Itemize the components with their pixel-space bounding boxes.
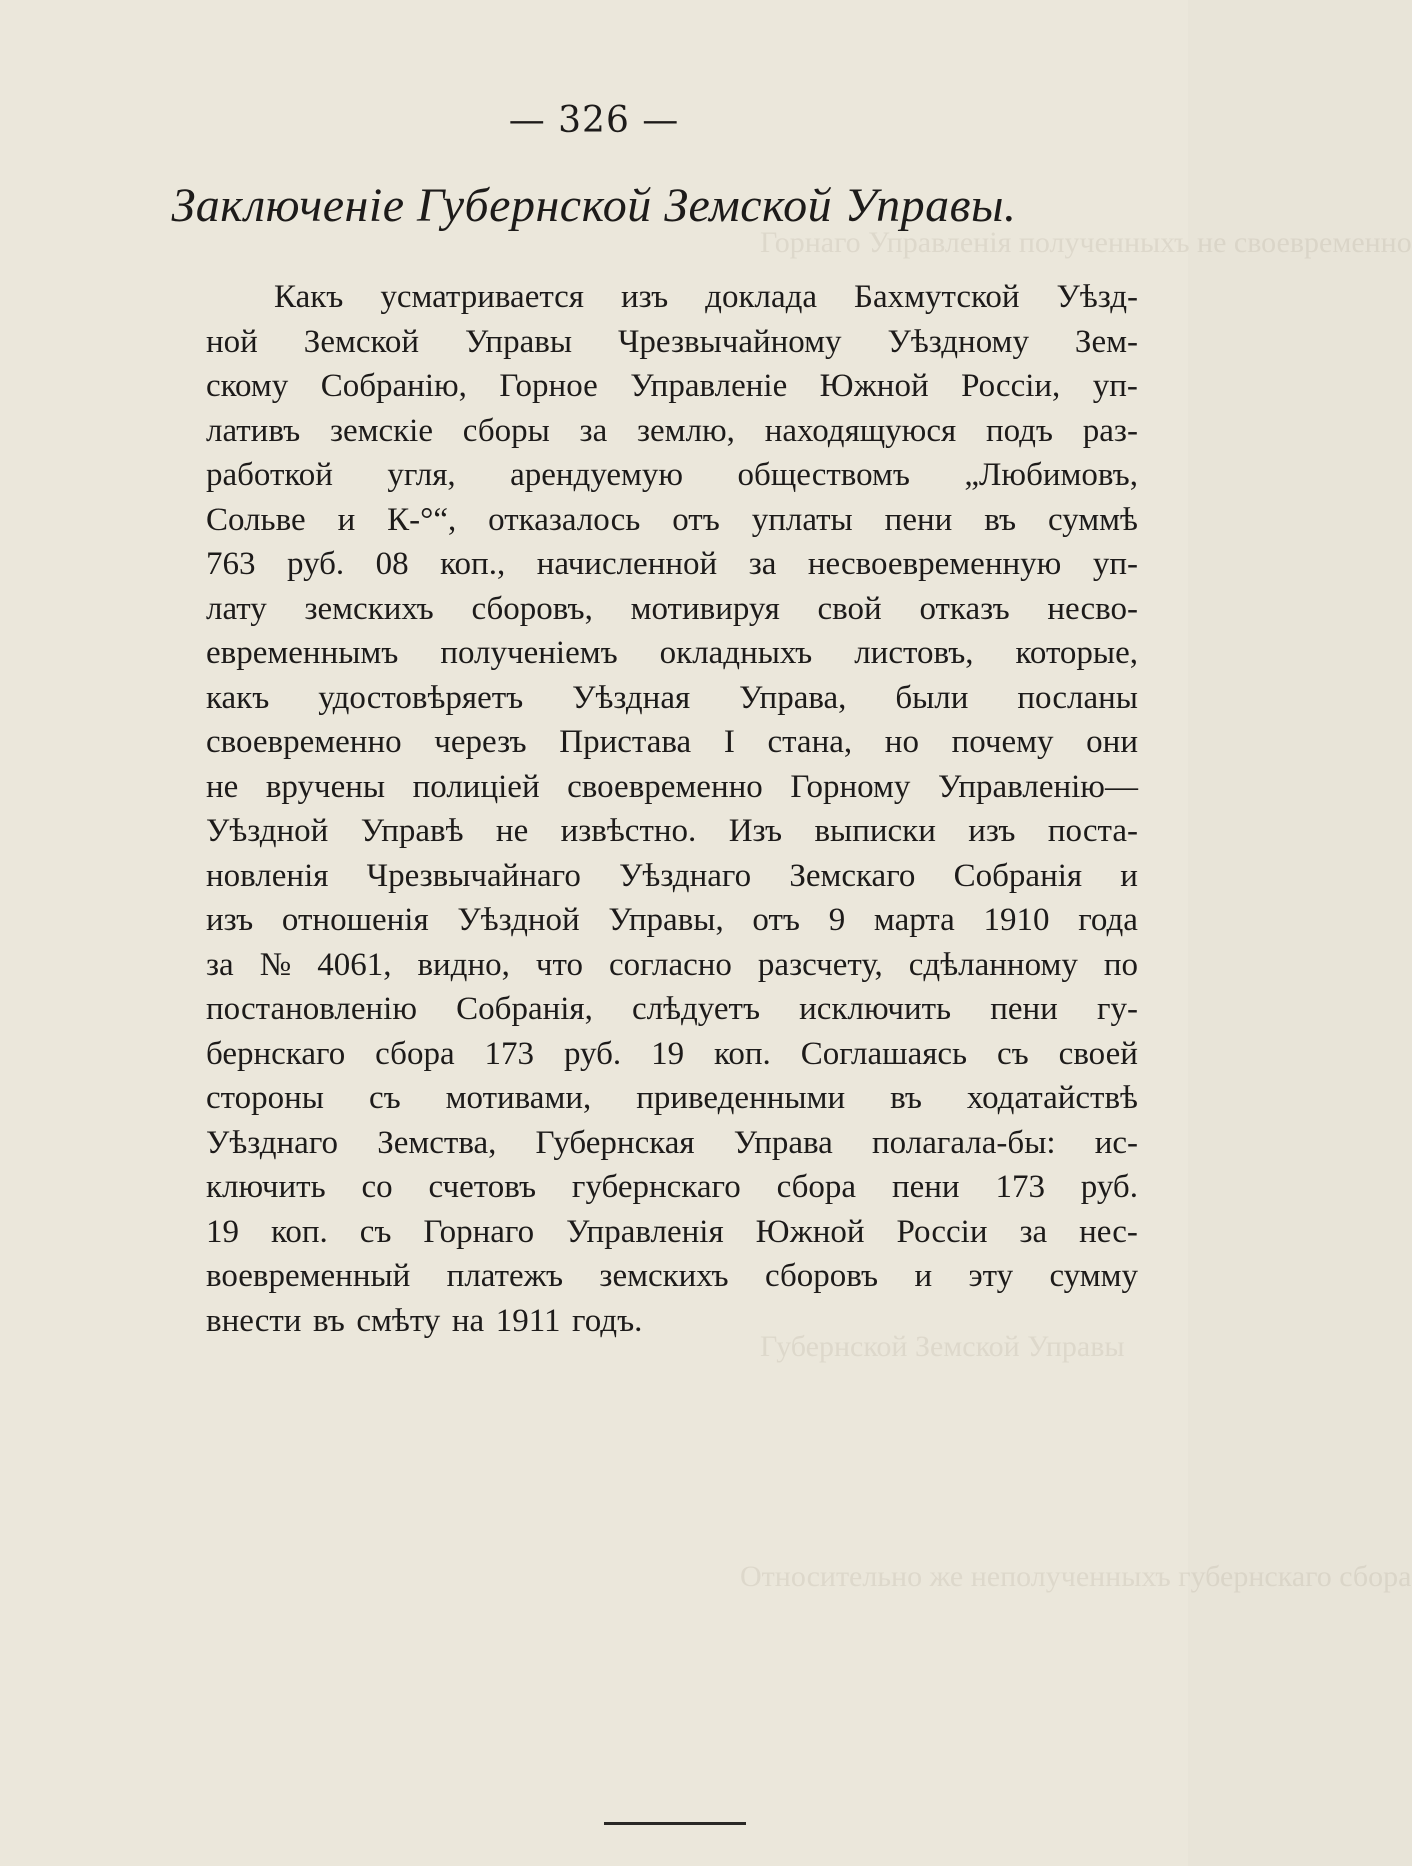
word: руб.	[1080, 1169, 1138, 1205]
word: Уѣзд-	[1056, 279, 1138, 315]
word: Уѣздному	[887, 323, 1029, 360]
word: свой	[817, 590, 882, 627]
word: руб.	[563, 1035, 622, 1072]
word: Горнаго	[423, 1213, 535, 1250]
word: 173	[995, 1169, 1045, 1205]
word: нес-	[1079, 1213, 1138, 1250]
section-heading: Заключенiе Губернской Земской Управы.	[171, 179, 1017, 232]
word: 4061,	[317, 946, 392, 983]
word: Чрезвычайному	[617, 323, 842, 360]
word: лату	[206, 590, 267, 627]
word: въ	[890, 1080, 922, 1116]
word: ключить	[206, 1169, 326, 1205]
word: пени	[891, 1169, 960, 1205]
word: земскіе	[329, 412, 433, 449]
word: уп-	[1092, 546, 1138, 582]
word: Какъ	[274, 279, 344, 315]
word: Земской	[303, 323, 420, 360]
text-line	[206, 1121, 1138, 1166]
word: вручены	[265, 768, 386, 805]
word: землю,	[637, 412, 735, 449]
word: Чрезвычайнаго	[366, 857, 581, 894]
bleed-through-text: Относительно же неполученныхъ губернскаго сбора	[740, 1560, 1412, 1593]
word: 763	[206, 546, 256, 582]
word: губернскаго	[571, 1169, 741, 1205]
word: годъ.	[572, 1302, 643, 1339]
word: Управы	[464, 323, 572, 360]
word: сборовъ,	[471, 590, 593, 627]
word: уп-	[1092, 368, 1138, 404]
word: изъ	[968, 813, 1016, 849]
word: 1911	[495, 1302, 561, 1339]
word: своевременно	[206, 724, 402, 760]
word: обществомъ	[737, 457, 910, 493]
word: за	[206, 946, 234, 983]
text-line	[206, 1254, 1138, 1299]
word: поста-	[1047, 813, 1138, 849]
text-line	[206, 364, 1138, 409]
body-paragraph	[206, 275, 1138, 1343]
word: Собранія,	[456, 991, 593, 1027]
word: Земства,	[377, 1124, 497, 1161]
text-line	[206, 854, 1138, 899]
word: угля,	[387, 457, 456, 493]
word: постановленію	[206, 991, 418, 1027]
word: ходатайствѣ	[966, 1080, 1138, 1116]
word: коп.	[713, 1035, 771, 1072]
text-line	[206, 631, 1138, 676]
word: Уѣзднаго	[206, 1124, 339, 1161]
text-line	[206, 587, 1138, 632]
text-line	[206, 720, 1138, 765]
word: они	[1086, 724, 1138, 760]
word: по	[1103, 946, 1138, 983]
word: ной	[206, 323, 258, 360]
word: въ	[313, 1302, 345, 1339]
word: Собранія	[953, 857, 1083, 894]
word: отказъ	[919, 590, 1010, 627]
word: Собранію,	[320, 368, 467, 404]
word: скому	[206, 368, 289, 404]
word: стороны	[206, 1080, 324, 1116]
word: Россіи	[896, 1213, 988, 1250]
word: удостовѣряетъ	[318, 679, 524, 716]
word: со	[361, 1169, 393, 1205]
word: №	[259, 946, 292, 983]
word: сумму	[1049, 1258, 1138, 1294]
word: листовъ,	[854, 635, 974, 671]
word: полагала-бы:	[872, 1124, 1056, 1161]
word: арендуемую	[510, 457, 684, 493]
section-divider	[604, 1822, 746, 1825]
word: окладныхъ	[659, 635, 813, 671]
word: работкой	[206, 457, 333, 493]
word: видно,	[417, 946, 510, 983]
word: отношенія	[281, 902, 429, 938]
word: Управленія	[566, 1213, 724, 1250]
word: почему	[951, 724, 1054, 760]
word: лативъ	[206, 412, 301, 449]
word: за	[1019, 1213, 1048, 1250]
word: сборовъ	[764, 1258, 879, 1294]
word: раз-	[1082, 412, 1138, 449]
word: воевременный	[206, 1258, 411, 1294]
word: Зем-	[1074, 323, 1138, 360]
word: отказалось	[488, 501, 641, 538]
text-line	[206, 676, 1138, 721]
word: сбора	[375, 1035, 455, 1072]
word: пени	[884, 501, 953, 538]
word: слѣдуетъ	[631, 991, 761, 1027]
word: отъ	[672, 501, 720, 538]
word: извѣстно.	[560, 813, 697, 849]
word: не	[495, 813, 529, 849]
text-line	[206, 1299, 1138, 1344]
word: своевременно	[567, 768, 763, 805]
word: съ	[997, 1035, 1029, 1072]
word: внести	[206, 1302, 302, 1339]
word: за	[748, 546, 777, 582]
word: Управа,	[739, 679, 847, 716]
text-line	[206, 765, 1138, 810]
word: Управа	[733, 1124, 833, 1161]
word: Уѣзднаго	[619, 857, 752, 894]
word: согласно	[608, 946, 732, 983]
word: Управленіе	[630, 368, 788, 404]
word: уплаты	[751, 501, 853, 538]
text-line	[206, 1076, 1138, 1121]
word: черезъ	[434, 724, 527, 760]
word: новленія	[206, 857, 329, 894]
word: но	[884, 724, 919, 760]
word: сборы	[462, 412, 550, 449]
word: начисленной	[536, 546, 718, 582]
word: мотивами,	[445, 1080, 592, 1116]
word: и	[1120, 857, 1138, 894]
word: мотивируя	[630, 590, 780, 627]
word: Уѣздная	[572, 679, 691, 716]
word: Управленію—	[937, 768, 1138, 805]
word: полиціей	[412, 768, 540, 805]
text-line	[206, 409, 1138, 454]
word: Уѣздной	[457, 902, 580, 938]
word: Россіи,	[961, 368, 1061, 404]
word: несво-	[1047, 590, 1138, 627]
text-line	[206, 898, 1138, 943]
bleed-through-text: Губернской Земской Управы	[760, 1330, 1125, 1363]
word: въ	[984, 501, 1017, 538]
word: полученіемъ	[440, 635, 618, 671]
word: не	[206, 768, 239, 805]
word: Пристава	[559, 724, 692, 760]
word: сбора	[776, 1169, 857, 1205]
word: земскихъ	[599, 1258, 729, 1294]
word: Сольве	[206, 501, 306, 538]
text-line	[206, 275, 1138, 320]
text-line	[206, 498, 1138, 543]
word: какъ	[206, 679, 270, 716]
word: пени	[990, 991, 1058, 1027]
word: изъ	[620, 279, 669, 315]
word: смѣту	[356, 1302, 441, 1339]
word: платежъ	[446, 1258, 564, 1294]
word: изъ	[206, 902, 254, 938]
word: Южной	[755, 1213, 865, 1250]
word: 08	[375, 546, 409, 582]
word: 1910	[983, 902, 1050, 938]
word: 9	[828, 902, 846, 938]
word: Изъ	[728, 813, 783, 849]
bleed-through-text: Горнаго Управленія полученныхъ не своевременно	[760, 226, 1412, 259]
word: стана,	[767, 724, 853, 760]
text-line	[206, 1210, 1138, 1255]
word: Горное	[499, 368, 598, 404]
word: Управы,	[608, 902, 724, 938]
word: съ	[359, 1213, 392, 1250]
text-line	[206, 809, 1138, 854]
page-number: — 326 —	[508, 100, 680, 141]
word: 19	[206, 1213, 239, 1250]
word: Горному	[790, 768, 911, 805]
word: подъ	[985, 412, 1054, 449]
text-line	[206, 320, 1138, 365]
word: приведенными	[636, 1080, 846, 1116]
word: съ	[368, 1080, 401, 1116]
word: Южной	[819, 368, 929, 404]
word: находящуюся	[764, 412, 957, 449]
word: посланы	[1017, 679, 1138, 716]
word: „Любимовъ,	[964, 457, 1138, 493]
text-line	[206, 542, 1138, 587]
word: марта	[873, 902, 955, 938]
word: суммѣ	[1047, 501, 1138, 538]
word: разсчету,	[757, 946, 883, 983]
word: К-°“,	[387, 501, 457, 538]
word: Бахмутской	[854, 279, 1020, 315]
text-line	[206, 453, 1138, 498]
word: своей	[1058, 1035, 1138, 1072]
word: счетовъ	[428, 1169, 537, 1205]
word: были	[895, 679, 969, 716]
word: руб.	[287, 546, 345, 582]
word: года	[1078, 902, 1138, 938]
word: бернскаго	[206, 1035, 346, 1072]
word: 19	[651, 1035, 685, 1072]
word: земскихъ	[304, 590, 434, 627]
word: выписки	[814, 813, 936, 849]
word: отъ	[752, 902, 800, 938]
text-line	[206, 987, 1138, 1032]
word: эту	[968, 1258, 1014, 1294]
word: доклада	[705, 279, 818, 315]
word: за	[579, 412, 608, 449]
text-line	[206, 943, 1138, 988]
word: Соглашаясь	[800, 1035, 968, 1072]
word: евременнымъ	[206, 635, 399, 671]
word: несвоевременную	[807, 546, 1062, 582]
word: усматривается	[380, 279, 584, 315]
word: и	[914, 1258, 933, 1294]
text-line	[206, 1032, 1138, 1077]
word: ис-	[1094, 1124, 1138, 1161]
word: Уѣздной	[206, 813, 329, 849]
word: исключить	[799, 991, 952, 1027]
text-line	[206, 1165, 1138, 1210]
word: коп.	[270, 1213, 328, 1250]
word: которые,	[1015, 635, 1138, 671]
word: что	[535, 946, 583, 983]
word: и	[337, 501, 356, 538]
word: коп.,	[440, 546, 506, 582]
word: Управѣ	[360, 813, 464, 849]
word: Губернская	[535, 1124, 695, 1161]
word: 173	[484, 1035, 535, 1072]
word: сдѣланному	[908, 946, 1078, 983]
word: на	[451, 1302, 485, 1339]
word: гу-	[1096, 991, 1138, 1027]
word: Земскаго	[789, 857, 916, 894]
word: I	[723, 724, 735, 760]
